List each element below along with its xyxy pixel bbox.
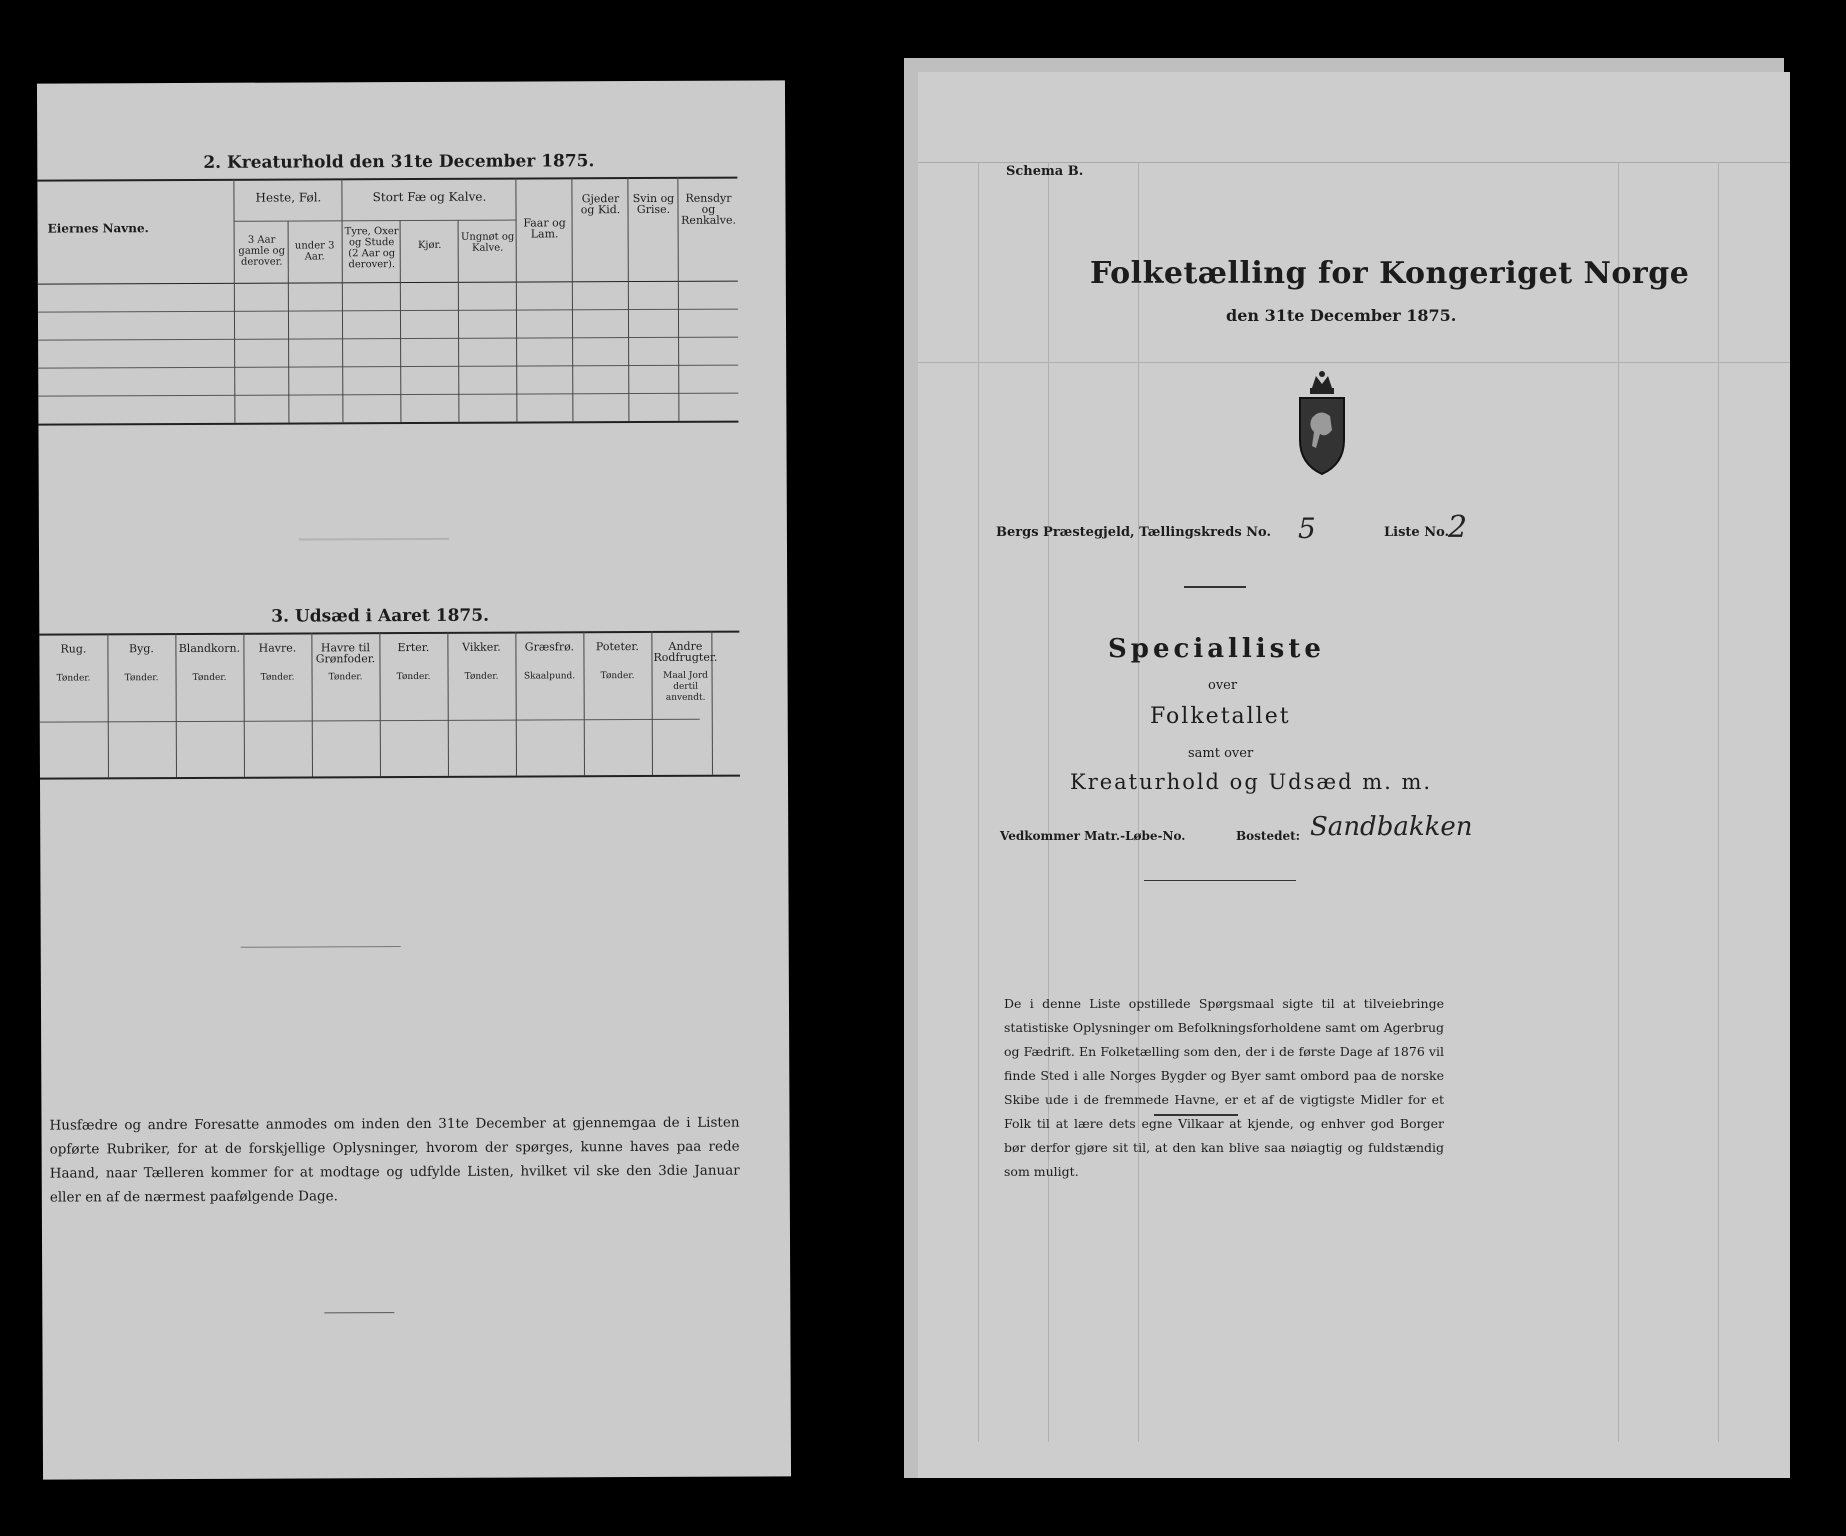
- owner-header: Eiernes Navne.: [47, 221, 149, 236]
- bosted-label: Bostedet:: [1236, 829, 1301, 843]
- folketallet-text: Folketallet: [1150, 704, 1291, 729]
- crop-header-name: Poteter.: [595, 640, 639, 654]
- crop-header-unit: Tønder.: [328, 672, 363, 683]
- purpose-paragraph: De i denne Liste opstillede Spørgsmaal sigte til at tilveiebringe statistiske Oplysninger om Befolkningsforholdene samt om Agerbrug og Fædrift. En Folketælling som den, der i de første Dage af 1876 vil finde Sted i alle Norges Bygder og Byer samt ombord paa de norske Skibe ude i de fremmede Havne, er et af de vigtigste Midler for et Folk til at lære dets egne Vilkaar at kjende, og enhver god Borger bør derfor gjøre sit til, at den kan blive saa nøiagtig og fuldstændig som muligt.: [1004, 996, 1444, 1179]
- crop-header-unit: Tønder.: [260, 672, 295, 683]
- cattle-young-header: Ungnøt og Kalve.: [460, 231, 515, 254]
- cattle-header: Stort Fæ og Kalve.: [372, 189, 487, 205]
- bleed-line: [978, 162, 979, 1442]
- schema-label: Schema B.: [1006, 164, 1084, 179]
- goats-header: Gjeder og Kid.: [580, 192, 621, 217]
- column-line: [107, 633, 109, 777]
- list-label: Liste No.: [1384, 525, 1450, 540]
- list-number: 2: [1448, 510, 1468, 545]
- crop-header-unit: Tønder.: [192, 672, 227, 683]
- crop-header-unit: Maal Jord dertil anvendt.: [663, 670, 708, 703]
- divider: [1154, 1114, 1238, 1116]
- bleed-line: [1718, 162, 1719, 1442]
- column-line: [379, 632, 381, 776]
- district-number: 5: [1298, 512, 1316, 545]
- column-line: [175, 633, 177, 777]
- column-line: [341, 178, 343, 422]
- crop-header-name: Blandkorn.: [178, 641, 241, 656]
- census-title: Folketælling for Kongeriget Norge: [1090, 256, 1690, 291]
- kreaturhold-text: Kreaturhold og Udsæd m. m.: [1070, 770, 1433, 794]
- samt-over-text: samt over: [1188, 746, 1254, 761]
- crop-header-name: Vikker.: [462, 640, 501, 654]
- column-line: [515, 178, 517, 422]
- horses-young-header: under 3 Aar.: [294, 240, 335, 263]
- reindeer-header: Rensdyr og Renkalve.: [681, 191, 737, 227]
- column-line: [243, 633, 245, 777]
- column-line: [447, 632, 449, 776]
- crop-header-unit: Tønder.: [396, 671, 431, 683]
- crop-header-name: Havre til Grønfoder.: [315, 641, 376, 666]
- divider: [1144, 880, 1296, 881]
- table-rule: [40, 775, 740, 780]
- over-text: over: [1208, 678, 1238, 693]
- instructions-paragraph: Husfædre og andre Foresatte anmodes om inden den 31te December at gjennemgaa de i Listen opførte Rubriker, for at de forskjellige Oplysninger, hvorom der spørges, kunne haves paa rede Haand, naar Tælleren kommer for at modtage og udfylde Listen, hvilket vil ske den 3die Januar eller en af de nærmest paafølgende Dage.: [49, 1114, 740, 1206]
- table-row-line: [38, 337, 738, 341]
- crop-header-unit: Tønder.: [464, 671, 499, 682]
- crop-header-name: Byg.: [128, 642, 154, 656]
- left-page: [37, 80, 791, 1479]
- crop-header-unit: Tønder.: [600, 671, 635, 682]
- table-row-line: [38, 365, 738, 369]
- crop-header-unit: Skaalpund.: [523, 671, 576, 682]
- bleed-line: [1138, 162, 1139, 1442]
- census-date: den 31te December 1875.: [1226, 306, 1457, 325]
- table-row-line: [38, 393, 738, 397]
- column-line: [515, 632, 517, 776]
- stray-mark: [299, 538, 449, 541]
- bleed-line: [1048, 162, 1049, 1442]
- crop-header-unit: Tønder.: [124, 673, 159, 684]
- table-rule: [38, 281, 738, 285]
- section3-title: 3. Udsæd i Aaret 1875.: [271, 605, 490, 627]
- norwegian-coat-of-arms-icon: [1290, 368, 1354, 482]
- column-line: [233, 179, 235, 423]
- bosted-value: Sandbakken: [1310, 812, 1473, 842]
- specialliste-heading: Specialliste: [1108, 634, 1325, 664]
- sheep-header: Faar og Lam.: [523, 216, 566, 241]
- district-label: Bergs Præstegjeld, Tællingskreds No.: [996, 525, 1272, 540]
- cattle-cows-header: Kjør.: [417, 239, 442, 251]
- matr-label: Vedkommer Matr.-Løbe-No.: [1000, 829, 1186, 843]
- right-page: [918, 72, 1790, 1478]
- divider: [241, 946, 401, 948]
- crop-header-name: Græsfrø.: [524, 640, 575, 654]
- bleed-line: [1618, 162, 1619, 1442]
- table-rule: [38, 421, 738, 426]
- table-rule: [37, 177, 737, 182]
- crop-header-name: Rug.: [60, 642, 87, 656]
- crop-header-unit: Tønder.: [56, 673, 91, 684]
- pigs-header: Svin og Grise.: [632, 191, 675, 217]
- table-row-line: [38, 309, 738, 313]
- table-row-line: [40, 719, 700, 723]
- crop-header-name: Erter.: [397, 640, 430, 655]
- column-line: [583, 631, 585, 775]
- table-rule: [39, 631, 739, 636]
- divider: [1184, 586, 1246, 588]
- section2-title: 2. Kreaturhold den 31te December 1875.: [203, 151, 595, 173]
- subheader-line: [234, 220, 516, 222]
- crop-header-name: Andre Rodfrugter.: [653, 639, 718, 664]
- horses-old-header: 3 Aar gamle og derover.: [238, 234, 285, 268]
- horses-header: Heste, Føl.: [255, 190, 322, 205]
- crop-header-name: Havre.: [258, 641, 297, 655]
- cattle-bulls-header: Tyre, Oxer og Stude (2 Aar og derover).: [344, 226, 399, 271]
- divider: [324, 1312, 394, 1313]
